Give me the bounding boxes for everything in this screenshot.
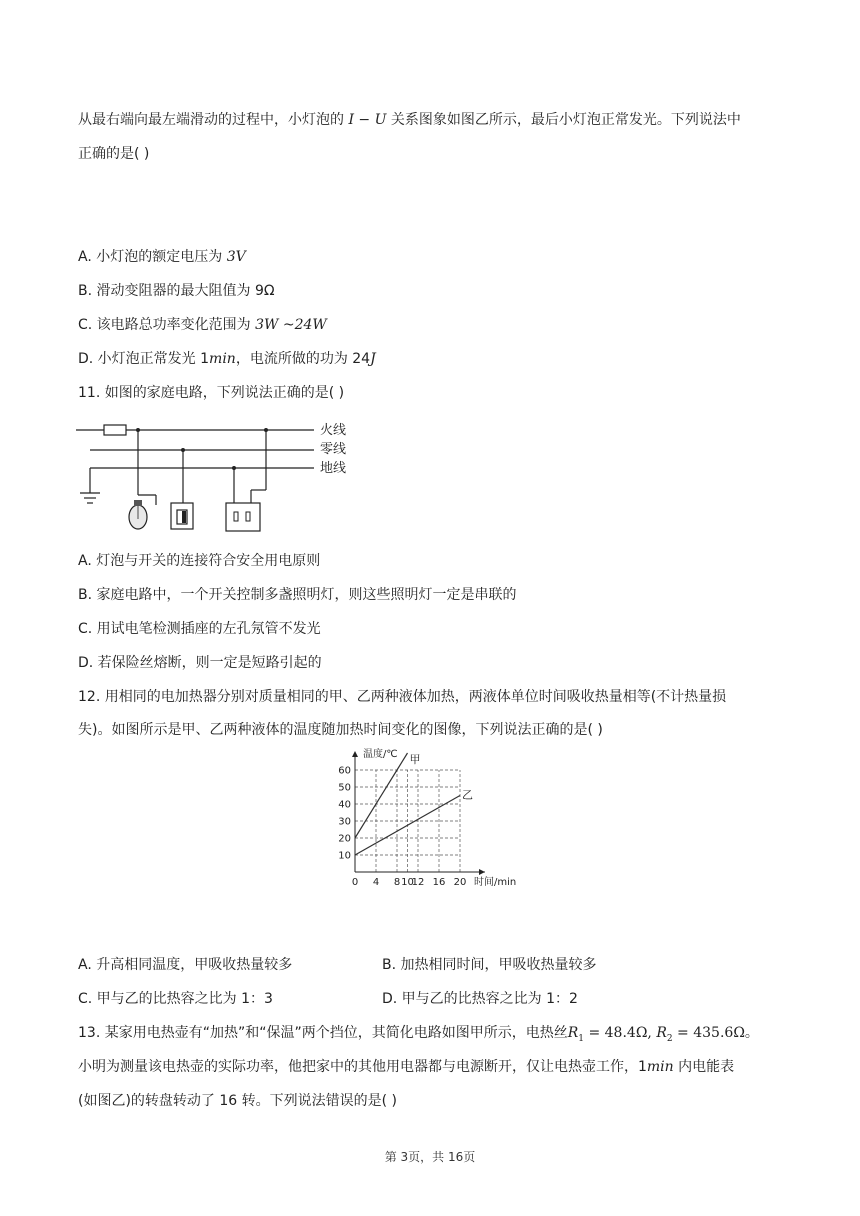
y-tick-label: 20	[338, 833, 351, 845]
q11-option-c: C. 用试电笔检测插座的左孔氖管不发光	[78, 621, 321, 637]
x-tick-label: 4	[372, 877, 380, 888]
q13-r1-sub: 1	[578, 1033, 585, 1044]
q13-r1: R	[567, 1025, 579, 1041]
q10-stem-line2: 正确的是( )	[78, 146, 150, 162]
q12-option-b: B. 加热相同时间，甲吸收热量较多	[382, 957, 597, 973]
q13-r1-value: = 48.4Ω,	[584, 1025, 657, 1041]
q10-stem-text-b: 关系图象如图乙所示，最后小灯泡正常发光。下列说法中	[390, 112, 741, 128]
x-tick-label: 20	[453, 877, 467, 888]
page-footer: 第 3页，共 16页	[384, 1150, 476, 1164]
x-axis-arrow	[479, 869, 485, 875]
q10-option-b-text: B. 滑动变阻器的最大阻值为 9Ω	[78, 283, 275, 299]
q10-option-a-text: A. 小灯泡的额定电压为	[78, 249, 227, 265]
q12-option-a: A. 升高相同温度，甲吸收热量较多	[78, 957, 293, 973]
q13-r2-sub: 2	[666, 1033, 673, 1044]
q10-stem-math: I − U	[348, 112, 387, 128]
q12-stem-line1: 12. 用相同的电加热器分别对质量相同的甲、乙两种液体加热，两液体单位时间吸收热量相等(不计热量损	[78, 689, 727, 705]
series-label-jia: 甲	[409, 753, 421, 766]
neutral-wire-label: 零线	[320, 442, 347, 457]
y-tick-label: 50	[338, 782, 351, 794]
lightbulb-icon	[129, 500, 147, 529]
q13-stem-line1	[78, 1023, 759, 1049]
q12-option-c: C. 甲与乙的比热容之比为 1：3	[78, 991, 273, 1007]
q11-option-d: D. 若保险丝熔断，则一定是短路引起的	[78, 655, 322, 671]
live-wire-label: 火线	[320, 423, 347, 438]
q10-option-d	[78, 349, 376, 369]
y-tick-label: 60	[338, 765, 351, 777]
q11-stem: 11. 如图的家庭电路，下列说法正确的是( )	[78, 385, 345, 401]
fuse-icon	[104, 425, 126, 435]
q13-text-c: 内电能表	[673, 1059, 735, 1075]
q13-r2-value: = 435.6Ω。	[672, 1025, 759, 1041]
series-label-yi: 乙	[462, 788, 473, 802]
x-axis-label: 时间/min	[474, 877, 517, 888]
q10-option-d-math2: J	[370, 351, 376, 367]
y-tick-label: 30	[338, 816, 351, 828]
q10-option-a-math: 3V	[226, 249, 246, 265]
q10-option-d-text: D. 小灯泡正常发光 1	[78, 351, 210, 367]
q13-stem-line2	[78, 1057, 734, 1077]
household-circuit-diagram	[76, 415, 366, 540]
x-tick-label: 0	[351, 877, 359, 888]
q10-option-b	[78, 281, 275, 301]
q10-stem-line1	[78, 110, 741, 130]
q13-r2: R	[656, 1025, 667, 1041]
q13-text-a: 13. 某家用电热壶有“加热”和“保温”两个挡位，其简化电路如图甲所示，电热丝	[78, 1025, 568, 1041]
switch-icon	[171, 503, 193, 529]
q10-option-c	[78, 315, 327, 335]
q10-option-a	[78, 247, 246, 267]
temperature-time-chart	[330, 745, 530, 893]
q12-stem-line2: 失)。如图所示是甲、乙两种液体的温度随加热时间变化的图像，下列说法正确的是( )	[78, 722, 603, 738]
series-line-jia	[355, 753, 408, 838]
y-tick-label: 40	[338, 799, 351, 811]
q10-option-c-math: 3W ~24W	[255, 317, 327, 333]
q13-text-b: 小明为测量该电热壶的实际功率，他把家中的其他用电器都与电源断开，仅让电热壶工作，1	[78, 1059, 647, 1075]
q10-option-d-text2: ，电流所做的功为 24	[235, 351, 371, 367]
y-tick-label: 10	[338, 850, 351, 862]
x-tick-label: 12	[411, 877, 425, 888]
q13-min: min	[646, 1059, 674, 1075]
y-axis-arrow	[352, 751, 358, 757]
q10-stem-text-a: 从最右端向最左端滑动的过程中，小灯泡的	[78, 112, 344, 128]
socket-icon	[226, 503, 260, 531]
q11-option-a: A. 灯泡与开关的连接符合安全用电原则	[78, 553, 321, 569]
ground-wire-label: 地线	[320, 461, 347, 476]
q12-option-d: D. 甲与乙的比热容之比为 1：2	[382, 991, 578, 1007]
q10-option-c-text: C. 该电路总功率变化范围为	[78, 317, 256, 333]
q10-option-d-math: min	[209, 351, 236, 367]
x-tick-label: 10	[401, 877, 414, 888]
x-tick-label: 16	[432, 877, 446, 888]
x-tick-label: 8	[393, 877, 401, 888]
q11-option-b: B. 家庭电路中，一个开关控制多盏照明灯，则这些照明灯一定是串联的	[78, 587, 517, 603]
y-axis-label: 温度/℃	[363, 749, 398, 760]
q13-stem-line3: (如图乙)的转盘转动了 16 转。下列说法错误的是( )	[78, 1093, 398, 1109]
